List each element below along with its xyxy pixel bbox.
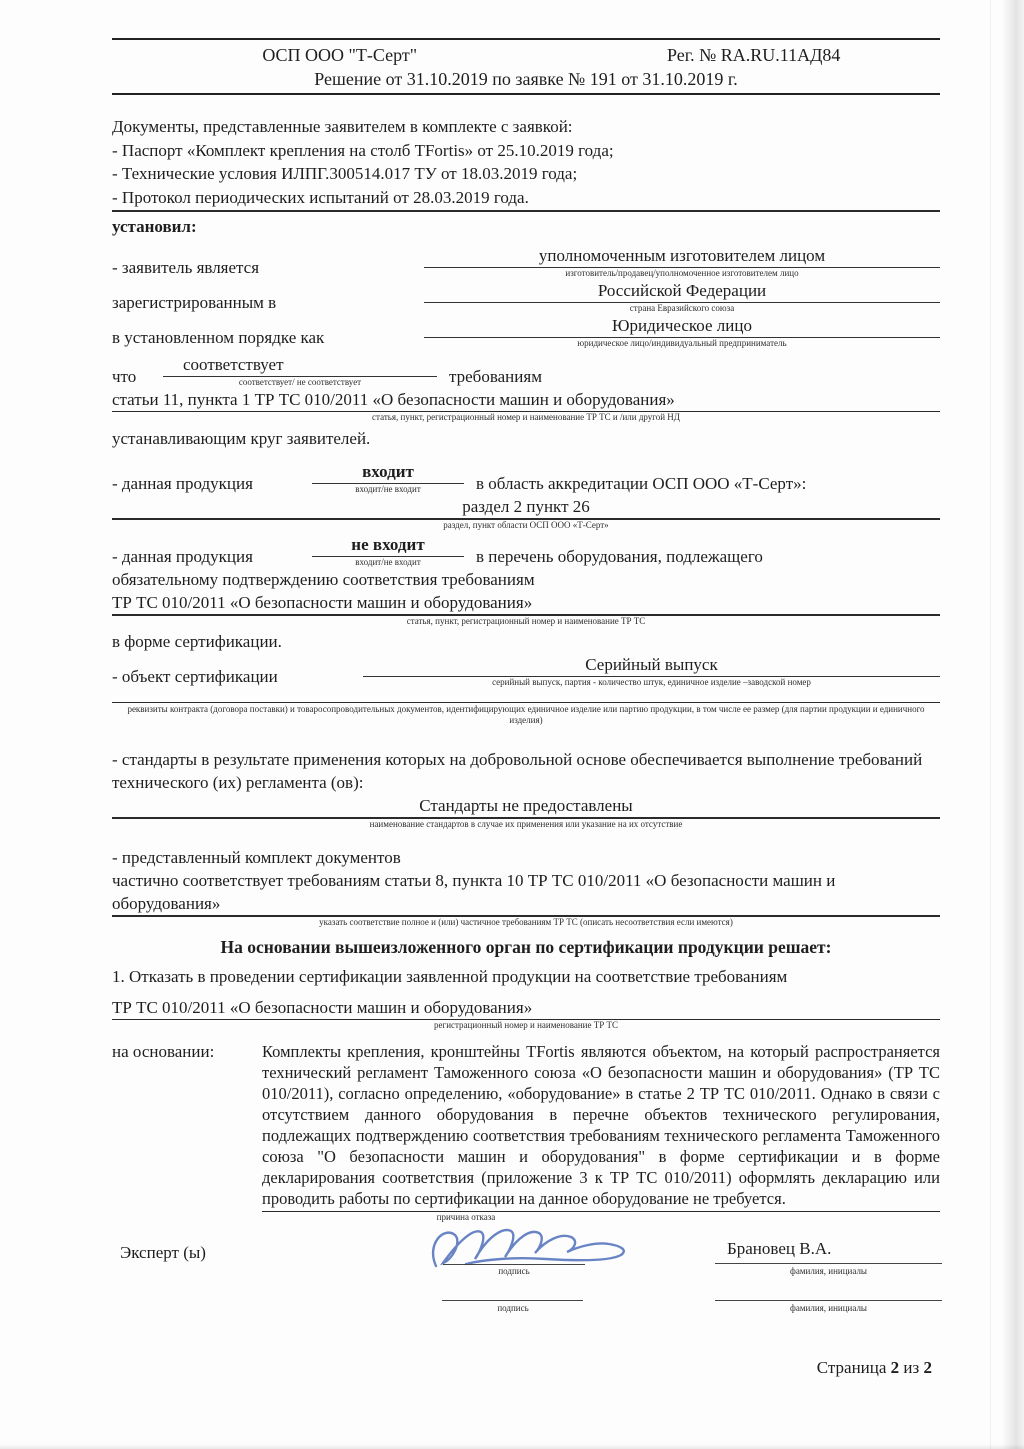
row-fieldwrap: [363, 653, 940, 688]
standards-caption: наименование стандартов в случае их применения или указание на их отсутствие: [369, 819, 683, 829]
exclusion-suffix: в перечень оборудования, подлежащего: [476, 547, 763, 566]
basis-section: [112, 1041, 940, 1212]
name-caption-1: фамилия, инициалы: [790, 1266, 867, 1276]
page-number-footer: [112, 1358, 932, 1378]
signature-line-2: [442, 1300, 583, 1301]
inclusion-caption: входит/не входит: [355, 484, 421, 494]
page-label: Страница: [816, 1358, 887, 1377]
decision-tr-reference: ТР ТС 010/2011 «О безопасности машин и оборудования»: [112, 996, 940, 1020]
document-item: - Паспорт «Комплект крепления на столб TFortis» от 25.10.2019 года;: [112, 140, 614, 160]
page-number: 2: [890, 1358, 900, 1377]
inclusion-value: входит: [312, 460, 464, 484]
scan-bottom-edge-shadow: [0, 1444, 1024, 1449]
exclusion-value: не входит: [312, 533, 464, 557]
tr-reference: ТР ТС 010/2011 «О безопасности машин и оборудования»: [112, 591, 940, 616]
basis-textwrap: [262, 1041, 940, 1212]
decision-item-1: 1. Отказать в проведении сертификации заявленной продукции на соответствие требованиям: [112, 967, 788, 986]
decision-title: Решение от 31.10.2019 по заявке № 191 от 31.10.2019 г.: [314, 69, 738, 89]
submitted-documents-section: [112, 115, 940, 212]
registration-number: Рег. № RA.RU.11АД84: [666, 45, 841, 65]
established-heading: установил:: [112, 217, 197, 236]
row-fieldwrap: [424, 244, 940, 279]
row-label: - объект сертификации: [112, 667, 278, 686]
scope-note: устанавливающим круг заявителей.: [112, 429, 371, 448]
exclusion-continuation: обязательному подтверждению соответствия требованиям: [112, 570, 535, 589]
signature-caption-2: подпись: [497, 1303, 529, 1313]
document-item: - Технические условия ИЛПГ.300514.017 ТУ от 18.03.2019 года;: [112, 164, 578, 183]
row-value: Юридическое лицо: [424, 314, 940, 338]
docset-line1: - представленный комплект документов: [112, 848, 401, 867]
name-line-2: [715, 1300, 942, 1301]
row-fieldwrap: [312, 533, 464, 568]
row-value: уполномоченным изготовителем лицом: [424, 244, 940, 268]
row-value: Российской Федерации: [424, 279, 940, 303]
contract-caption: реквизиты контракта (договора поставки) и товаросопроводительных документов, идентифицирующих единичное изделие или партию продукции, в том числе ее размер (для партии продукции и единичного изделия): [127, 704, 925, 725]
form-row-applicant: [112, 244, 940, 279]
row-caption: изготовитель/продавец/уполномоченное изготовителем лицо: [565, 268, 799, 278]
name-caption-2: фамилия, инициалы: [790, 1303, 867, 1313]
compliance-suffix: требованиям: [449, 367, 542, 386]
standards-intro: - стандарты в результате применения которых на добровольной основе обеспечивается выполнение требований технического (их) регламента (ов):: [112, 750, 923, 792]
object-caption: серийный выпуск, партия - количество штук, единичное изделие –заводской номер: [492, 677, 811, 687]
signature-line-1: [443, 1236, 585, 1265]
form-row-compliance: [112, 353, 940, 388]
document-content: [112, 0, 940, 1223]
expert-name: Брановец В.А.: [715, 1236, 942, 1264]
form-row-exclusion: [112, 533, 940, 568]
form-row-object: [112, 653, 940, 688]
row-fieldwrap: [163, 353, 437, 388]
accreditation-section-ref: раздел 2 пункт 26: [112, 495, 940, 520]
certification-form-note: в форме сертификации.: [112, 632, 282, 651]
article-caption: статья, пункт, регистрационный номер и наименование ТР ТС и /или другой НД: [372, 412, 680, 422]
signature-section: [0, 1236, 1024, 1336]
decision-tr-caption: регистрационный номер и наименование ТР ТС: [434, 1020, 618, 1030]
docset-line2: частично соответствует требованиям статьи 8, пункта 10 ТР ТС 010/2011 «О безопасности машин и оборудования»: [112, 869, 940, 917]
row-label: - данная продукция: [112, 474, 253, 493]
form-row-registered: [112, 279, 940, 314]
expert-label: Эксперт (ы): [120, 1243, 206, 1262]
standards-value: Стандарты не предоставлены: [112, 794, 940, 819]
row-label: зарегистрированным в: [112, 293, 277, 312]
scan-fold-line: [990, 0, 991, 1449]
tr-reference-caption: статья, пункт, регистрационный номер и наименование ТР ТС: [406, 616, 646, 626]
scan-right-edge-shadow: [1002, 0, 1024, 1449]
row-label: в установленном порядке как: [112, 328, 325, 347]
documents-intro: Документы, представленные заявителем в комплекте с заявкой:: [112, 117, 573, 136]
decision-heading: На основании вышеизложенного орган по сертификации продукции решает:: [220, 937, 832, 957]
row-fieldwrap: [312, 460, 464, 495]
compliance-value: соответствует: [163, 353, 437, 377]
row-fieldwrap: [424, 314, 940, 349]
inclusion-suffix: в область аккредитации ОСП ООО «Т-Серт»:: [476, 474, 807, 493]
row-caption: юридическое лицо/индивидуальный предприниматель: [577, 338, 787, 348]
document-item: - Протокол периодических испытаний от 28.03.2019 года.: [112, 187, 529, 207]
document-header: [112, 38, 940, 95]
page-of-label: из: [903, 1358, 920, 1377]
basis-label: на основании:: [112, 1042, 215, 1061]
object-value: Серийный выпуск: [363, 653, 940, 677]
row-label: - данная продукция: [112, 547, 253, 566]
header-row-1: [112, 43, 940, 67]
row-caption: страна Евразийского союза: [629, 303, 735, 313]
compliance-prefix: что: [112, 367, 137, 386]
basis-caption: причина отказа: [436, 1212, 496, 1222]
compliance-caption: соответствует/ не соответствует: [238, 377, 362, 387]
signature-caption-1: подпись: [498, 1266, 530, 1276]
certification-body-name: ОСП ООО "Т-Серт": [262, 45, 418, 65]
form-row-inclusion: [112, 460, 940, 495]
basis-text: Комплекты крепления, кронштейны TFortis являются объектом, на который распространяется технический регламент Таможенного союза «О безопасности машин и оборудования» (ТР ТС 010/2011), согласно определению, «оборудование» в статье 2 ТР ТС 010/2011. Однако в связи с отсутствием данного оборудования в перечне объектов технического регулирования, подлежащих подтверждению соответствия требованиям технического регламента Таможенного союза "О безопасности машин и оборудования" в форме сертификации и в форме декларирования соответствия (приложение 3 к ТР ТС 010/2011) оформлять декларацию или проводить работы по сертификации на данное оборудование не требуется.: [262, 1042, 940, 1208]
row-fieldwrap: [424, 279, 940, 314]
form-row-legal-form: [112, 314, 940, 349]
accreditation-section-caption: раздел, пункт области ОСП ООО «Т-Серт»: [443, 520, 609, 530]
row-label: - заявитель является: [112, 258, 260, 277]
docset-caption: указать соответствие полное и (или) частичное требованиям ТР ТС (описать несоответствия если имеются): [319, 917, 733, 927]
exclusion-caption: входит/не входит: [355, 557, 421, 567]
page-total: 2: [923, 1358, 932, 1377]
article-reference: статьи 11, пункта 1 ТР ТС 010/2011 «О безопасности машин и оборудования»: [112, 388, 940, 412]
